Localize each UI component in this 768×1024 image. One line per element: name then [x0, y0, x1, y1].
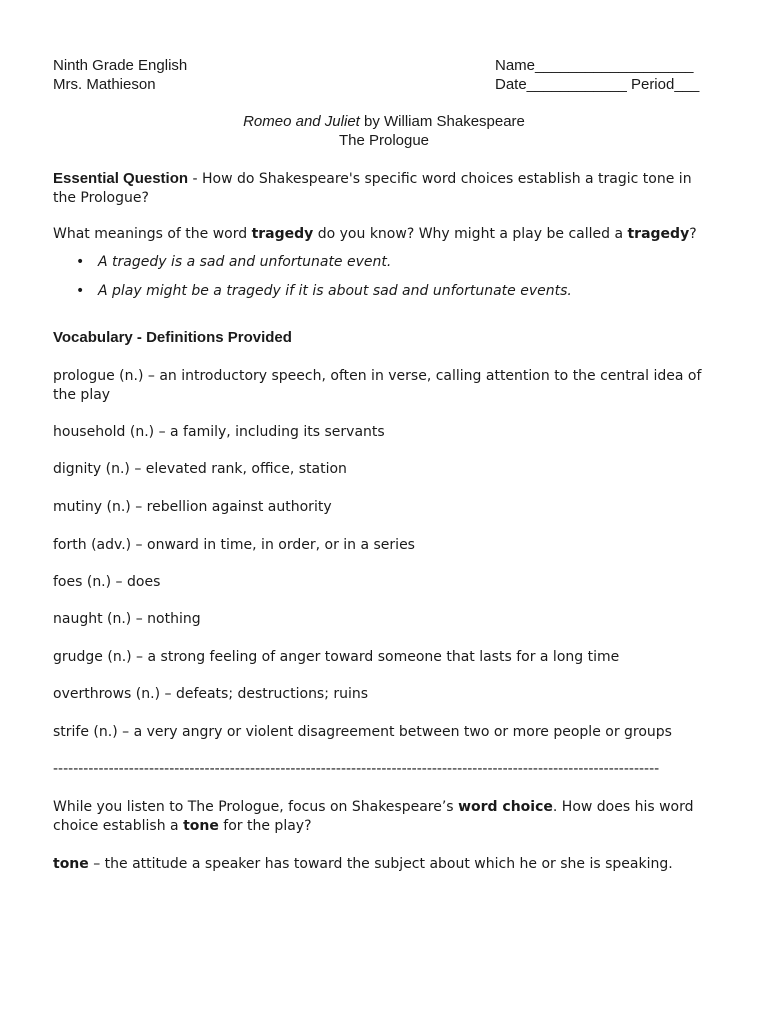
vocab-item: mutiny (n.) – rebellion against authority — [53, 499, 332, 515]
vocab-item: foes (n.) – does — [53, 574, 161, 590]
meanings-question: What meanings of the word tragedy do you know? Why might a play be called a tragedy? — [53, 226, 697, 242]
name-field: Name___________________ — [495, 57, 694, 74]
period-label: Period___ — [630, 76, 700, 93]
vocab-item: dignity (n.) – elevated rank, office, station — [53, 461, 347, 477]
teacher-name: Mrs. Mathieson — [53, 76, 156, 93]
essential-question — [53, 169, 713, 208]
bullet-icon: • — [76, 254, 85, 270]
vocab-item: household (n.) – a family, including its servants — [53, 424, 385, 440]
essential-question-text: - How do Shakespeare's specific word choices establish a tragic tone in the Prologue? — [53, 171, 692, 206]
listening-prompt: While you listen to The Prologue, focus on Shakespeare’s word choice. How does his word choice establish a tone for the play? — [53, 799, 694, 834]
tone-definition — [53, 856, 673, 872]
keyword-word-choice: word choice — [458, 799, 553, 815]
vocab-item: naught (n.) – nothing — [53, 611, 201, 627]
essential-question-label: Essential Question — [53, 170, 189, 187]
keyword-tragedy: tragedy — [627, 226, 690, 242]
vocabulary-heading: Vocabulary - Definitions Provided — [53, 329, 292, 346]
tone-definition-text: – the attitude a speaker has toward the subject about which he or she is speaking. — [88, 856, 673, 872]
author-line: by William Shakespeare — [359, 113, 525, 130]
course-name: Ninth Grade English — [53, 57, 188, 74]
keyword-tone: tone — [183, 818, 219, 834]
tone-term: tone — [53, 856, 89, 872]
vocab-item: overthrows (n.) – defeats; destructions; ruins — [53, 686, 369, 702]
bullet-icon: • — [76, 283, 85, 299]
answer-bullet-1: A tragedy is a sad and unfortunate event. — [98, 254, 392, 270]
vocab-item: prologue (n.) – an introductory speech, often in verse, calling attention to the central idea of the play — [53, 368, 702, 403]
answer-bullet-2: A play might be a tragedy if it is about sad and unfortunate events. — [98, 283, 572, 299]
keyword-tragedy: tragedy — [251, 226, 314, 242]
work-title: Romeo and Juliet — [243, 113, 360, 130]
date-label: Date____________ — [495, 76, 627, 93]
date-field — [495, 76, 699, 93]
vocab-item: strife (n.) – a very angry or violent disagreement between two or more people or groups — [53, 724, 672, 740]
vocab-item: grudge (n.) – a strong feeling of anger toward someone that lasts for a long time — [53, 649, 620, 665]
section-title: The Prologue — [338, 132, 430, 149]
vocab-item: forth (adv.) – onward in time, in order, or in a series — [53, 537, 415, 553]
document-title — [0, 113, 768, 130]
dashed-divider: ------------------------------------------------------------------------------------------------------------------------ — [53, 761, 660, 777]
